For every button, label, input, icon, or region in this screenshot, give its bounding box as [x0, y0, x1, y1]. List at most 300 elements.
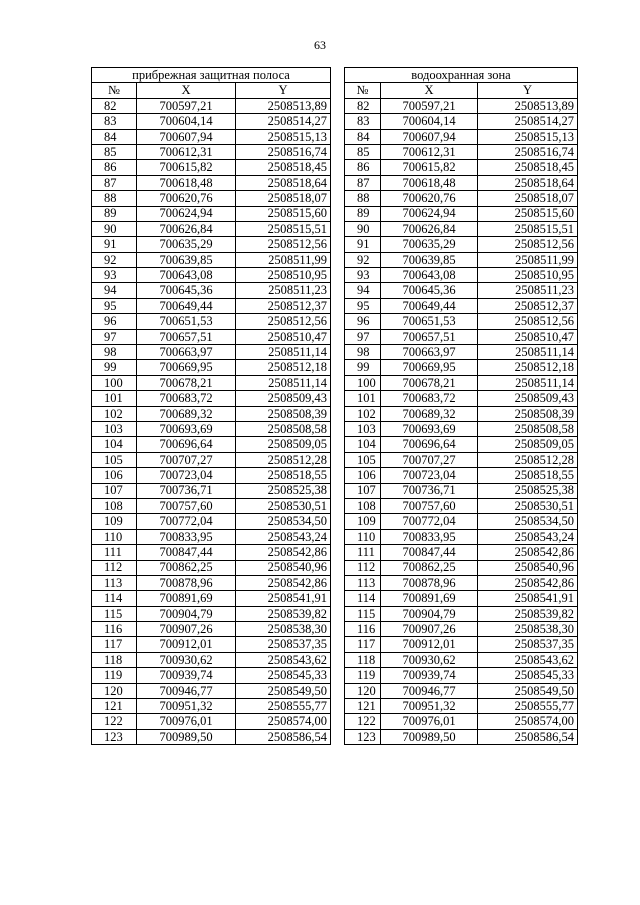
column-gap — [331, 83, 345, 98]
section-title-water-protection-zone: водоохранная зона — [345, 68, 578, 83]
table-row — [92, 514, 578, 529]
x-coordinate-cell: 700649,44 — [137, 298, 236, 313]
y-coordinate-cell: 2508508,58 — [478, 421, 578, 436]
y-coordinate-cell: 2508515,13 — [236, 129, 331, 144]
x-coordinate-cell: 700620,76 — [137, 191, 236, 206]
table-row — [92, 637, 578, 652]
column-gap — [331, 237, 345, 252]
column-header-row — [92, 83, 578, 98]
y-coordinate-cell: 2508512,37 — [478, 298, 578, 313]
x-coordinate-cell: 700912,01 — [381, 637, 478, 652]
point-number-cell: 105 — [92, 452, 137, 467]
x-coordinate-cell: 700847,44 — [381, 545, 478, 560]
column-gap — [331, 314, 345, 329]
x-coordinate-cell: 700833,95 — [381, 529, 478, 544]
x-coordinate-cell: 700689,32 — [137, 406, 236, 421]
y-coordinate-cell: 2508539,82 — [236, 606, 331, 621]
point-number-cell: 92 — [345, 252, 381, 267]
column-gap — [331, 283, 345, 298]
column-header-x: X — [137, 83, 236, 98]
y-coordinate-cell: 2508543,62 — [478, 652, 578, 667]
column-gap — [331, 160, 345, 175]
y-coordinate-cell: 2508510,95 — [236, 268, 331, 283]
point-number-cell: 83 — [345, 114, 381, 129]
x-coordinate-cell: 700707,27 — [381, 452, 478, 467]
x-coordinate-cell: 700663,97 — [381, 345, 478, 360]
x-coordinate-cell: 700907,26 — [381, 622, 478, 637]
x-coordinate-cell: 700891,69 — [137, 591, 236, 606]
table-row — [92, 391, 578, 406]
coordinates-table — [91, 67, 578, 745]
y-coordinate-cell: 2508537,35 — [236, 637, 331, 652]
x-coordinate-cell: 700639,85 — [137, 252, 236, 267]
table-row — [92, 683, 578, 698]
y-coordinate-cell: 2508512,56 — [236, 237, 331, 252]
x-coordinate-cell: 700651,53 — [381, 314, 478, 329]
x-coordinate-cell: 700878,96 — [137, 575, 236, 590]
table-row — [92, 560, 578, 575]
point-number-cell: 96 — [345, 314, 381, 329]
table-row — [92, 668, 578, 683]
point-number-cell: 93 — [92, 268, 137, 283]
y-coordinate-cell: 2508515,60 — [478, 206, 578, 221]
y-coordinate-cell: 2508586,54 — [478, 729, 578, 744]
y-coordinate-cell: 2508508,39 — [236, 406, 331, 421]
x-coordinate-cell: 700862,25 — [137, 560, 236, 575]
table-row — [92, 298, 578, 313]
y-coordinate-cell: 2508514,27 — [478, 114, 578, 129]
point-number-cell: 119 — [345, 668, 381, 683]
column-gap — [331, 391, 345, 406]
x-coordinate-cell: 700939,74 — [137, 668, 236, 683]
x-coordinate-cell: 700946,77 — [381, 683, 478, 698]
point-number-cell: 116 — [345, 622, 381, 637]
x-coordinate-cell: 700976,01 — [137, 714, 236, 729]
point-number-cell: 118 — [92, 652, 137, 667]
y-coordinate-cell: 2508515,60 — [236, 206, 331, 221]
point-number-cell: 104 — [345, 437, 381, 452]
x-coordinate-cell: 700912,01 — [137, 637, 236, 652]
x-coordinate-cell: 700693,69 — [381, 421, 478, 436]
x-coordinate-cell: 700607,94 — [381, 129, 478, 144]
x-coordinate-cell: 700696,64 — [381, 437, 478, 452]
x-coordinate-cell: 700618,48 — [137, 175, 236, 190]
point-number-cell: 90 — [92, 221, 137, 236]
point-number-cell: 122 — [92, 714, 137, 729]
x-coordinate-cell: 700645,36 — [381, 283, 478, 298]
point-number-cell: 101 — [92, 391, 137, 406]
y-coordinate-cell: 2508525,38 — [236, 483, 331, 498]
column-gap — [331, 606, 345, 621]
x-coordinate-cell: 700736,71 — [381, 483, 478, 498]
column-gap — [331, 175, 345, 190]
y-coordinate-cell: 2508515,13 — [478, 129, 578, 144]
table-row — [92, 175, 578, 190]
x-coordinate-cell: 700757,60 — [381, 498, 478, 513]
column-gap — [331, 468, 345, 483]
table-row — [92, 375, 578, 390]
x-coordinate-cell: 700757,60 — [137, 498, 236, 513]
point-number-cell: 91 — [92, 237, 137, 252]
point-number-cell: 118 — [345, 652, 381, 667]
point-number-cell: 107 — [345, 483, 381, 498]
x-coordinate-cell: 700904,79 — [137, 606, 236, 621]
x-coordinate-cell: 700624,94 — [381, 206, 478, 221]
point-number-cell: 113 — [92, 575, 137, 590]
x-coordinate-cell: 700597,21 — [137, 98, 236, 113]
point-number-cell: 84 — [92, 129, 137, 144]
point-number-cell: 115 — [345, 606, 381, 621]
x-coordinate-cell: 700693,69 — [137, 421, 236, 436]
column-gap — [331, 729, 345, 744]
table-row — [92, 129, 578, 144]
y-coordinate-cell: 2508540,96 — [478, 560, 578, 575]
section-title-coastal-strip: прибрежная защитная полоса — [92, 68, 331, 83]
x-coordinate-cell: 700772,04 — [381, 514, 478, 529]
x-coordinate-cell: 700678,21 — [381, 375, 478, 390]
table-row — [92, 421, 578, 436]
column-gap — [331, 652, 345, 667]
column-gap — [331, 591, 345, 606]
y-coordinate-cell: 2508542,86 — [478, 545, 578, 560]
table-row — [92, 98, 578, 113]
point-number-cell: 112 — [345, 560, 381, 575]
x-coordinate-cell: 700639,85 — [381, 252, 478, 267]
y-coordinate-cell: 2508542,86 — [236, 545, 331, 560]
point-number-cell: 122 — [345, 714, 381, 729]
x-coordinate-cell: 700891,69 — [381, 591, 478, 606]
table-row — [92, 699, 578, 714]
point-number-cell: 92 — [92, 252, 137, 267]
x-coordinate-cell: 700643,08 — [381, 268, 478, 283]
x-coordinate-cell: 700723,04 — [381, 468, 478, 483]
point-number-cell: 117 — [345, 637, 381, 652]
table-row — [92, 575, 578, 590]
x-coordinate-cell: 700645,36 — [137, 283, 236, 298]
y-coordinate-cell: 2508511,23 — [478, 283, 578, 298]
y-coordinate-cell: 2508512,56 — [478, 314, 578, 329]
x-coordinate-cell: 700683,72 — [137, 391, 236, 406]
table-row — [92, 452, 578, 467]
column-gap — [331, 114, 345, 129]
point-number-cell: 108 — [345, 498, 381, 513]
x-coordinate-cell: 700989,50 — [137, 729, 236, 744]
x-coordinate-cell: 700951,32 — [137, 699, 236, 714]
y-coordinate-cell: 2508541,91 — [478, 591, 578, 606]
y-coordinate-cell: 2508525,38 — [478, 483, 578, 498]
x-coordinate-cell: 700689,32 — [381, 406, 478, 421]
y-coordinate-cell: 2508511,14 — [478, 345, 578, 360]
y-coordinate-cell: 2508512,37 — [236, 298, 331, 313]
column-gap — [331, 421, 345, 436]
x-coordinate-cell: 700657,51 — [137, 329, 236, 344]
x-coordinate-cell: 700651,53 — [137, 314, 236, 329]
x-coordinate-cell: 700862,25 — [381, 560, 478, 575]
table-row — [92, 406, 578, 421]
x-coordinate-cell: 700607,94 — [137, 129, 236, 144]
y-coordinate-cell: 2508518,45 — [478, 160, 578, 175]
column-gap — [331, 329, 345, 344]
table-row — [92, 252, 578, 267]
x-coordinate-cell: 700643,08 — [137, 268, 236, 283]
point-number-cell: 99 — [92, 360, 137, 375]
table-row — [92, 729, 578, 744]
point-number-cell: 90 — [345, 221, 381, 236]
x-coordinate-cell: 700678,21 — [137, 375, 236, 390]
y-coordinate-cell: 2508512,18 — [236, 360, 331, 375]
column-header-num: № — [345, 83, 381, 98]
column-gap — [331, 406, 345, 421]
point-number-cell: 91 — [345, 237, 381, 252]
table-row — [92, 329, 578, 344]
column-gap — [331, 252, 345, 267]
coordinates-body — [92, 98, 578, 744]
table-row — [92, 606, 578, 621]
point-number-cell: 95 — [345, 298, 381, 313]
column-gap — [331, 714, 345, 729]
point-number-cell: 100 — [345, 375, 381, 390]
y-coordinate-cell: 2508508,39 — [478, 406, 578, 421]
column-gap — [331, 545, 345, 560]
column-gap — [331, 375, 345, 390]
x-coordinate-cell: 700626,84 — [381, 221, 478, 236]
y-coordinate-cell: 2508543,62 — [236, 652, 331, 667]
point-number-cell: 98 — [345, 345, 381, 360]
x-coordinate-cell: 700657,51 — [381, 329, 478, 344]
point-number-cell: 99 — [345, 360, 381, 375]
y-coordinate-cell: 2508512,56 — [236, 314, 331, 329]
y-coordinate-cell: 2508511,99 — [478, 252, 578, 267]
table-row — [92, 283, 578, 298]
x-coordinate-cell: 700615,82 — [381, 160, 478, 175]
column-gap — [331, 345, 345, 360]
point-number-cell: 87 — [92, 175, 137, 190]
y-coordinate-cell: 2508549,50 — [478, 683, 578, 698]
table-row — [92, 114, 578, 129]
y-coordinate-cell: 2508586,54 — [236, 729, 331, 744]
point-number-cell: 107 — [92, 483, 137, 498]
y-coordinate-cell: 2508511,99 — [236, 252, 331, 267]
y-coordinate-cell: 2508509,43 — [478, 391, 578, 406]
point-number-cell: 116 — [92, 622, 137, 637]
table-row — [92, 652, 578, 667]
x-coordinate-cell: 700624,94 — [137, 206, 236, 221]
point-number-cell: 113 — [345, 575, 381, 590]
x-coordinate-cell: 700930,62 — [137, 652, 236, 667]
column-gap — [331, 298, 345, 313]
point-number-cell: 98 — [92, 345, 137, 360]
table-row — [92, 314, 578, 329]
x-coordinate-cell: 700635,29 — [137, 237, 236, 252]
column-gap — [331, 575, 345, 590]
y-coordinate-cell: 2508574,00 — [478, 714, 578, 729]
y-coordinate-cell: 2508508,58 — [236, 421, 331, 436]
point-number-cell: 104 — [92, 437, 137, 452]
column-gap — [331, 206, 345, 221]
x-coordinate-cell: 700878,96 — [381, 575, 478, 590]
y-coordinate-cell: 2508511,23 — [236, 283, 331, 298]
point-number-cell: 94 — [92, 283, 137, 298]
point-number-cell: 115 — [92, 606, 137, 621]
y-coordinate-cell: 2508513,89 — [478, 98, 578, 113]
y-coordinate-cell: 2508530,51 — [236, 498, 331, 513]
x-coordinate-cell: 700833,95 — [137, 529, 236, 544]
point-number-cell: 121 — [92, 699, 137, 714]
point-number-cell: 97 — [345, 329, 381, 344]
table-row — [92, 545, 578, 560]
point-number-cell: 105 — [345, 452, 381, 467]
page-number: 63 — [314, 38, 326, 52]
x-coordinate-cell: 700612,31 — [381, 144, 478, 159]
point-number-cell: 123 — [345, 729, 381, 744]
x-coordinate-cell: 700626,84 — [137, 221, 236, 236]
y-coordinate-cell: 2508518,55 — [478, 468, 578, 483]
x-coordinate-cell: 700597,21 — [381, 98, 478, 113]
y-coordinate-cell: 2508534,50 — [236, 514, 331, 529]
table-row — [92, 268, 578, 283]
point-number-cell: 89 — [92, 206, 137, 221]
y-coordinate-cell: 2508538,30 — [236, 622, 331, 637]
y-coordinate-cell: 2508512,28 — [478, 452, 578, 467]
point-number-cell: 95 — [92, 298, 137, 313]
column-gap — [331, 622, 345, 637]
point-number-cell: 102 — [345, 406, 381, 421]
point-number-cell: 114 — [345, 591, 381, 606]
y-coordinate-cell: 2508518,55 — [236, 468, 331, 483]
point-number-cell: 102 — [92, 406, 137, 421]
y-coordinate-cell: 2508541,91 — [236, 591, 331, 606]
x-coordinate-cell: 700615,82 — [137, 160, 236, 175]
point-number-cell: 83 — [92, 114, 137, 129]
point-number-cell: 89 — [345, 206, 381, 221]
table-row — [92, 206, 578, 221]
table-row — [92, 529, 578, 544]
x-coordinate-cell: 700939,74 — [381, 668, 478, 683]
y-coordinate-cell: 2508512,56 — [478, 237, 578, 252]
y-coordinate-cell: 2508540,96 — [236, 560, 331, 575]
y-coordinate-cell: 2508518,64 — [236, 175, 331, 190]
y-coordinate-cell: 2508518,07 — [478, 191, 578, 206]
y-coordinate-cell: 2508515,51 — [236, 221, 331, 236]
x-coordinate-cell: 700707,27 — [137, 452, 236, 467]
point-number-cell: 120 — [345, 683, 381, 698]
point-number-cell: 112 — [92, 560, 137, 575]
column-gap — [331, 360, 345, 375]
point-number-cell: 108 — [92, 498, 137, 513]
column-gap — [331, 191, 345, 206]
point-number-cell: 103 — [345, 421, 381, 436]
y-coordinate-cell: 2508555,77 — [236, 699, 331, 714]
x-coordinate-cell: 700612,31 — [137, 144, 236, 159]
table-row — [92, 591, 578, 606]
x-coordinate-cell: 700736,71 — [137, 483, 236, 498]
column-gap — [331, 668, 345, 683]
column-gap — [331, 129, 345, 144]
point-number-cell: 88 — [345, 191, 381, 206]
y-coordinate-cell: 2508515,51 — [478, 221, 578, 236]
column-gap — [331, 144, 345, 159]
x-coordinate-cell: 700946,77 — [137, 683, 236, 698]
section-header-row — [92, 68, 578, 83]
point-number-cell: 84 — [345, 129, 381, 144]
table-row — [92, 714, 578, 729]
x-coordinate-cell: 700604,14 — [381, 114, 478, 129]
y-coordinate-cell: 2508518,64 — [478, 175, 578, 190]
table-row — [92, 483, 578, 498]
y-coordinate-cell: 2508549,50 — [236, 683, 331, 698]
x-coordinate-cell: 700847,44 — [137, 545, 236, 560]
y-coordinate-cell: 2508543,24 — [236, 529, 331, 544]
point-number-cell: 119 — [92, 668, 137, 683]
point-number-cell: 106 — [92, 468, 137, 483]
point-number-cell: 82 — [345, 98, 381, 113]
point-number-cell: 109 — [92, 514, 137, 529]
x-coordinate-cell: 700669,95 — [137, 360, 236, 375]
y-coordinate-cell: 2508510,47 — [478, 329, 578, 344]
y-coordinate-cell: 2508555,77 — [478, 699, 578, 714]
y-coordinate-cell: 2508574,00 — [236, 714, 331, 729]
table-row — [92, 221, 578, 236]
y-coordinate-cell: 2508518,07 — [236, 191, 331, 206]
y-coordinate-cell: 2508543,24 — [478, 529, 578, 544]
x-coordinate-cell: 700930,62 — [381, 652, 478, 667]
x-coordinate-cell: 700989,50 — [381, 729, 478, 744]
column-header-x: X — [381, 83, 478, 98]
x-coordinate-cell: 700620,76 — [381, 191, 478, 206]
point-number-cell: 110 — [92, 529, 137, 544]
point-number-cell: 120 — [92, 683, 137, 698]
column-gap — [331, 560, 345, 575]
table-row — [92, 437, 578, 452]
column-gap — [331, 221, 345, 236]
y-coordinate-cell: 2508512,18 — [478, 360, 578, 375]
y-coordinate-cell: 2508509,05 — [236, 437, 331, 452]
y-coordinate-cell: 2508511,14 — [236, 345, 331, 360]
x-coordinate-cell: 700976,01 — [381, 714, 478, 729]
column-gap — [331, 637, 345, 652]
point-number-cell: 123 — [92, 729, 137, 744]
y-coordinate-cell: 2508537,35 — [478, 637, 578, 652]
column-gap — [331, 683, 345, 698]
column-gap — [331, 68, 345, 83]
column-gap — [331, 529, 345, 544]
y-coordinate-cell: 2508545,33 — [236, 668, 331, 683]
point-number-cell: 121 — [345, 699, 381, 714]
column-gap — [331, 437, 345, 452]
x-coordinate-cell: 700951,32 — [381, 699, 478, 714]
table-row — [92, 468, 578, 483]
point-number-cell: 103 — [92, 421, 137, 436]
table-row — [92, 498, 578, 513]
y-coordinate-cell: 2508512,28 — [236, 452, 331, 467]
y-coordinate-cell: 2508539,82 — [478, 606, 578, 621]
x-coordinate-cell: 700669,95 — [381, 360, 478, 375]
y-coordinate-cell: 2508518,45 — [236, 160, 331, 175]
x-coordinate-cell: 700635,29 — [381, 237, 478, 252]
table-row — [92, 622, 578, 637]
table-row — [92, 191, 578, 206]
table-row — [92, 237, 578, 252]
y-coordinate-cell: 2508516,74 — [478, 144, 578, 159]
x-coordinate-cell: 700696,64 — [137, 437, 236, 452]
y-coordinate-cell: 2508514,27 — [236, 114, 331, 129]
point-number-cell: 88 — [92, 191, 137, 206]
x-coordinate-cell: 700663,97 — [137, 345, 236, 360]
point-number-cell: 114 — [92, 591, 137, 606]
table-row — [92, 160, 578, 175]
point-number-cell: 97 — [92, 329, 137, 344]
y-coordinate-cell: 2508510,47 — [236, 329, 331, 344]
